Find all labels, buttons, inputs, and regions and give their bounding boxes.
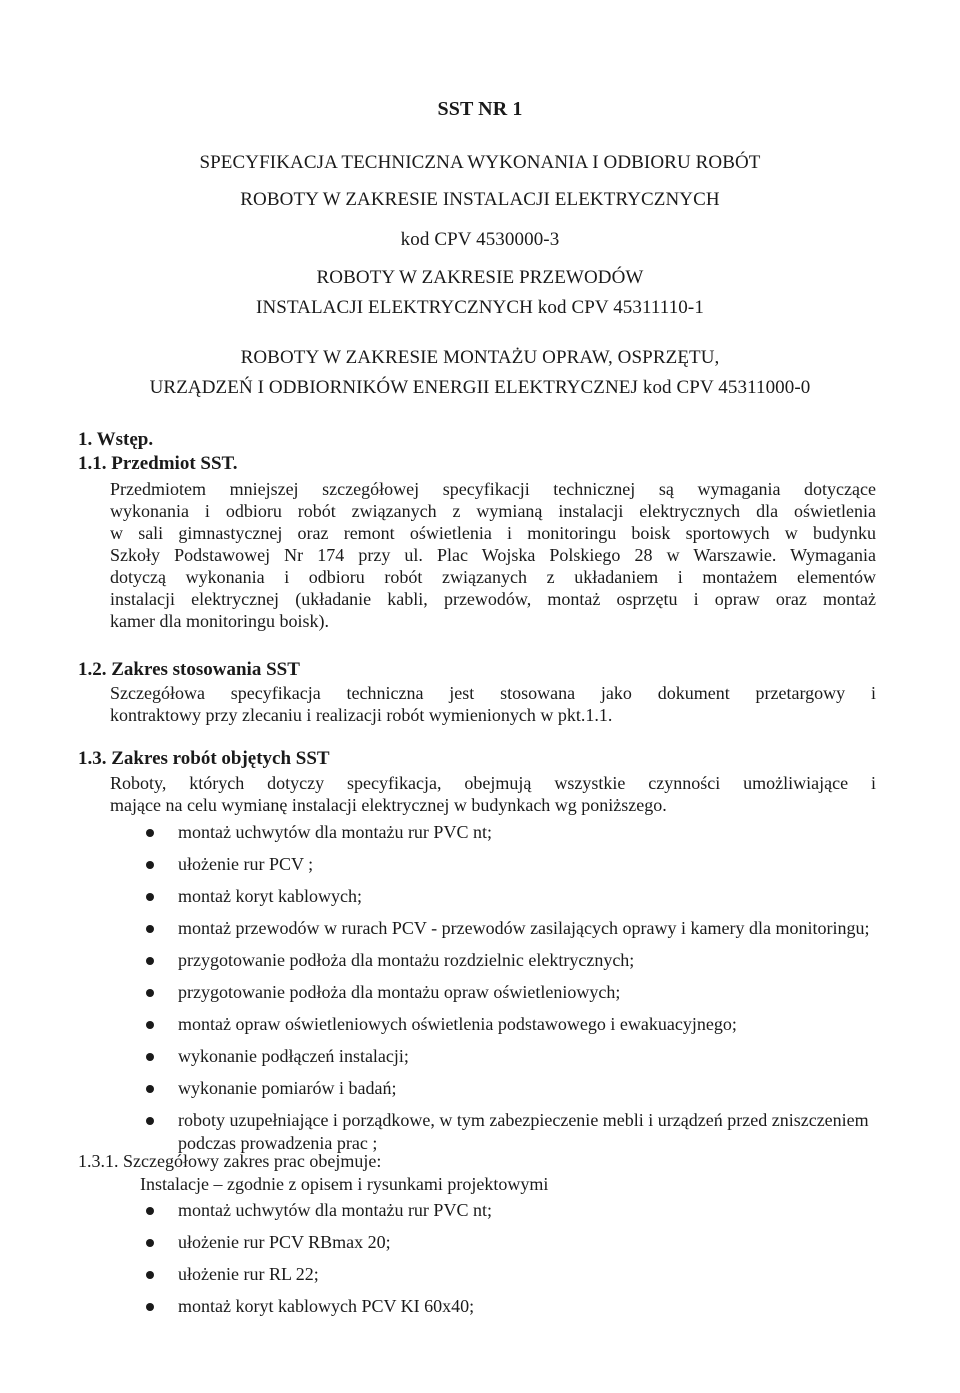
section-heading-subject: 1.1. Przedmiot SST. [78,453,238,474]
detail-scope-subheading: Instalacje – zgodnie z opisem i rysunkami projektowymi [140,1174,549,1194]
paragraph-line: wykonania i odbioru robót związanych z wymianą instalacji elektrycznych dla oświetlenia [110,501,876,521]
list-item-text: ułożenie rur PCV RBmax 20; [178,1232,391,1252]
fixtures-scope-title [0,343,960,403]
paragraph-line: Roboty, których dotyczy specyfikacja, obejmują wszystkie czynności umożliwiające i [110,773,876,793]
bullet-icon [146,925,154,933]
list-item-text: przygotowanie podłoża dla montażu opraw oświetleniowych; [178,982,621,1002]
detail-works-list [140,1199,880,1327]
paragraph-line: Szczegółowa specyfikacja techniczna jest stosowana jako dokument przetargowy i [110,683,876,703]
list-item [140,1199,880,1222]
list-item-text: montaż koryt kablowych; [178,886,362,906]
list-item [140,1045,880,1068]
wires-scope-title [0,263,960,323]
list-item [140,885,880,908]
list-item [140,1077,880,1100]
bullet-icon [146,957,154,965]
section-heading-scope-of-use [78,658,300,682]
bullet-icon [146,989,154,997]
bullet-icon [146,829,154,837]
list-item-text: montaż uchwytów dla montażu rur PVC nt; [178,822,492,842]
wires-scope-line-2: INSTALACJI ELEKTRYCZNYCH kod CPV 45311110-1 [256,297,704,318]
subject-paragraph [110,478,876,632]
bullet-icon [146,1021,154,1029]
bullet-icon [146,1271,154,1279]
list-item-text: montaż uchwytów dla montażu rur PVC nt; [178,1200,492,1220]
spec-title: SPECYFIKACJA TECHNICZNA WYKONANIA I ODBIORU ROBÓT [199,152,761,173]
list-item [140,821,880,844]
fixtures-scope-line-1: ROBOTY W ZAKRESIE MONTAŻU OPRAW, OSPRZĘTU, [240,347,720,368]
paragraph-line: Szkoły Podstawowej Nr 174 przy ul. Plac Wojska Polskiego 28 w Warszawie. Wymagania [110,545,876,565]
list-item-text: przygotowanie podłoża dla montażu rozdzielnic elektrycznych; [178,950,635,970]
section-title: Zakres stosowania SST [111,659,300,680]
bullet-icon [146,1303,154,1311]
section-number: 1.3. [78,748,107,769]
list-item-text: wykonanie podłączeń instalacji; [178,1046,409,1066]
list-item [140,917,880,940]
bullet-icon [146,893,154,901]
list-item-text: roboty uzupełniające i porządkowe, w tym zabezpieczenie mebli i urządzeń przed zniszczeniem podczas prowadzenia prac ; [178,1110,869,1153]
list-item [140,1013,880,1036]
bullet-icon [146,1053,154,1061]
list-item [140,853,880,876]
paragraph-line: kamer dla monitoringu boisk). [110,611,329,631]
fixtures-scope-line-2: URZĄDZEŃ I ODBIORNIKÓW ENERGII ELEKTRYCZNEJ kod CPV 45311000-0 [149,377,811,398]
section-heading-works-scope [78,747,330,771]
section-heading-intro: 1. Wstęp. [78,429,154,450]
cpv-code-main: kod CPV 4530000-3 [400,229,560,250]
list-item-text: wykonanie pomiarów i badań; [178,1078,397,1098]
paragraph-line: Przedmiotem mniejszej szczegółowej specyfikacji technicznej są wymagania dotyczące [110,479,876,499]
paragraph-line: instalacji elektrycznej (układanie kabli, przewodów, montaż osprzętu i opraw oraz montaż [110,589,876,609]
wires-scope-line-1: ROBOTY W ZAKRESIE PRZEWODÓW [316,267,644,288]
paragraph-line: w sali gimnastycznej oraz remont oświetlenia i monitoringu boisk sportowych w budynku [110,523,876,543]
list-item-text: ułożenie rur RL 22; [178,1264,319,1284]
list-item-text: montaż opraw oświetleniowych oświetlenia podstawowego i ewakuacyjnego; [178,1014,737,1034]
section-number: 1.2. [78,659,107,680]
list-item-text: montaż koryt kablowych PCV KI 60x40; [178,1296,475,1316]
list-item [140,981,880,1004]
bullet-icon [146,1207,154,1215]
bullet-icon [146,861,154,869]
list-item-text: montaż przewodów w rurach PCV - przewodów zasilających oprawy i kamery dla monitoringu; [178,918,870,938]
scope-title: ROBOTY W ZAKRESIE INSTALACJI ELEKTRYCZNYCH [240,189,720,210]
list-item [140,1263,880,1286]
detail-scope-heading: 1.3.1. Szczegółowy zakres prac obejmuje: [78,1151,382,1171]
scope-of-use-paragraph [110,682,876,726]
works-list [140,821,880,1164]
bullet-icon [146,1117,154,1125]
document-id: SST NR 1 [437,98,523,120]
works-scope-paragraph [110,772,876,816]
section-title: Zakres robót objętych SST [111,748,330,769]
paragraph-line: mające na celu wymianę instalacji elektrycznej w budynkach wg poniższego. [110,795,667,815]
list-item [140,1231,880,1254]
list-item-text: ułożenie rur PCV ; [178,854,314,874]
list-item [140,1295,880,1318]
list-item [140,949,880,972]
bullet-icon [146,1239,154,1247]
bullet-icon [146,1085,154,1093]
paragraph-line: kontraktowy przy zlecaniu i realizacji robót wymienionych w pkt.1.1. [110,705,613,725]
paragraph-line: dotyczą wykonania i odbioru robót związanych z układaniem i montażem elementów [110,567,876,587]
